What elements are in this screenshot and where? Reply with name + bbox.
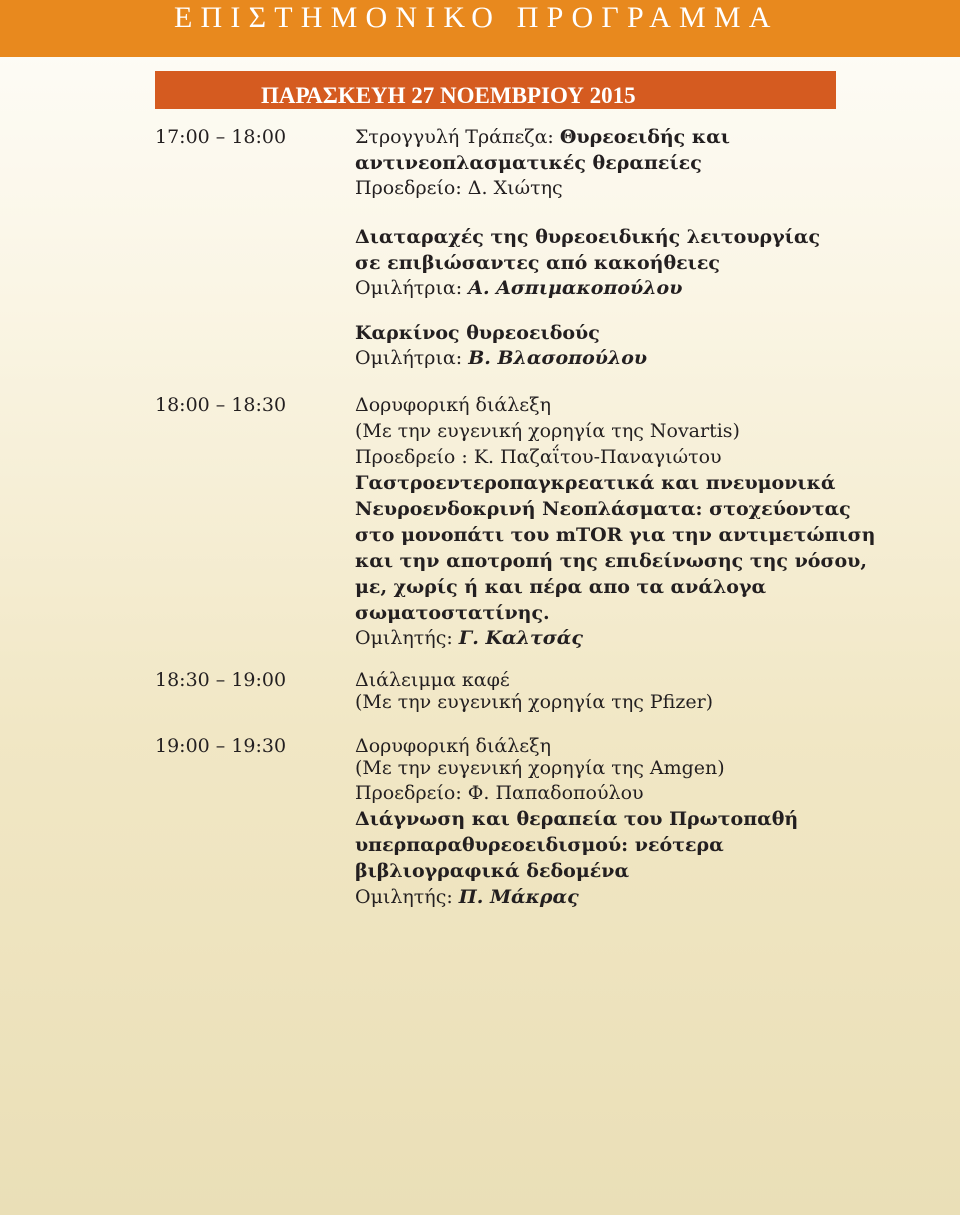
speaker-label: Ομιλητής:	[355, 886, 459, 908]
day-title: ΠΑΡΑΣΚΕΥΗ 27 ΝΟΕΜΒΡΙΟΥ 2015	[261, 83, 636, 108]
speaker-name: Γ. Καλτσάς	[458, 627, 583, 649]
talk-speaker	[355, 275, 682, 301]
lecture-speaker	[355, 625, 583, 651]
talk-title-cont: σε επιβιώσαντες από κακοήθειες	[355, 252, 720, 274]
day-header	[155, 71, 836, 109]
lecture-title-line: Γαστροεντεροπαγκρεατικά και πνευμονικά	[355, 472, 836, 494]
talk-title: Καρκίνος θυρεοειδούς	[355, 322, 600, 344]
session-chair: Προεδρείο : Κ. Παζαΐτου-Παναγιώτου	[355, 446, 722, 468]
session-time: 18:00 – 18:30	[155, 394, 287, 416]
speaker-name: Α. Ασπιμακοπούλου	[468, 277, 683, 299]
lecture-title-line: υπερπαραθυρεοειδισμού: νεότερα	[355, 834, 724, 856]
lecture-title-line: στο μονοπάτι του mTOR για την αντιμετώπιση	[355, 524, 876, 546]
speaker-name: Β. Βλασοπούλου	[468, 347, 648, 369]
round-table-line	[355, 124, 730, 150]
session-chair: Προεδρείο: Δ. Χιώτης	[355, 177, 563, 199]
session-sponsor: (Με την ευγενική χορηγία της Novartis)	[355, 420, 740, 442]
session-type: Δορυφορική διάλεξη	[355, 394, 551, 416]
lecture-title-line: με, χωρίς ή και πέρα απο τα ανάλογα	[355, 576, 767, 598]
session-type: Δορυφορική διάλεξη	[355, 735, 551, 757]
session-type: Διάλειμμα καφέ	[355, 669, 510, 691]
round-table-prefix: Στρογγυλή Τράπεζα:	[355, 126, 560, 148]
program-title: ΕΠΙΣΤΗΜΟΝΙΚΟ ΠΡΟΓΡΑΜΜΑ	[174, 1, 779, 34]
round-table-title: Θυρεοειδής και	[559, 126, 730, 148]
lecture-title-line: Διάγνωση και θεραπεία του Πρωτοπαθή	[355, 808, 799, 830]
speaker-label: Ομιλητής:	[355, 627, 459, 649]
speaker-name: Π. Μάκρας	[458, 886, 579, 908]
lecture-speaker	[355, 884, 579, 910]
session-chair: Προεδρείο: Φ. Παπαδοπούλου	[355, 782, 644, 804]
lecture-title-line: και την αποτροπή της επιδείνωσης της νόσου,	[355, 550, 867, 572]
lecture-title-line: σωματοστατίνης.	[355, 602, 550, 624]
program-banner	[0, 0, 960, 57]
talk-title: Διαταραχές της θυρεοειδικής λειτουργίας	[355, 226, 821, 248]
lecture-title-line: βιβλιογραφικά δεδομένα	[355, 860, 630, 882]
session-sponsor: (Με την ευγενική χορηγία της Amgen)	[355, 757, 725, 779]
talk-speaker	[355, 345, 647, 371]
session-time: 17:00 – 18:00	[155, 126, 287, 148]
lecture-title-line: Νευροενδοκρινή Νεοπλάσματα: στοχεύοντας	[355, 498, 851, 520]
speaker-label: Ομιλήτρια:	[355, 277, 469, 299]
session-time: 18:30 – 19:00	[155, 669, 287, 691]
session-sponsor: (Με την ευγενική χορηγία της Pfizer)	[355, 691, 714, 713]
round-table-title-cont: αντινεοπλασματικές θεραπείες	[355, 152, 702, 174]
speaker-label: Ομιλήτρια:	[355, 347, 469, 369]
session-time: 19:00 – 19:30	[155, 735, 287, 757]
